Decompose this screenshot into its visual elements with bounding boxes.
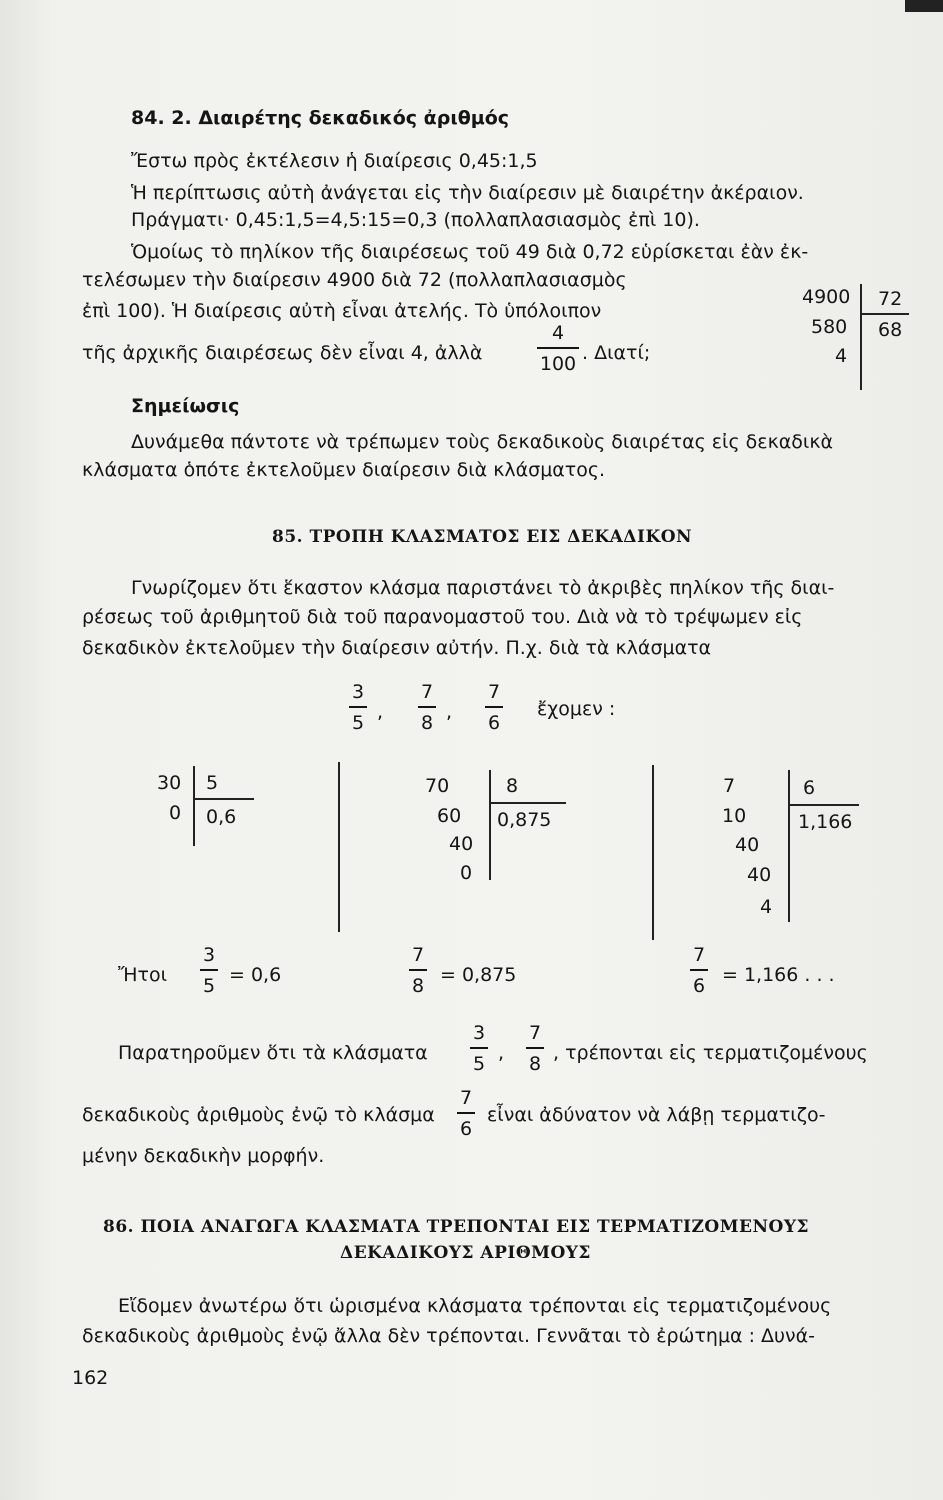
- comma: ,: [446, 701, 453, 723]
- section-84-heading: 84. 2. Διαιρέτης δεκαδικός ἀριθμός: [131, 107, 510, 129]
- fraction-7-8: [418, 681, 436, 734]
- division-horizontal-line: [789, 804, 859, 806]
- text-line: Παρατηροῦμεν ὅτι τὰ κλάσματα: [118, 1042, 428, 1064]
- itoi-text: Ἤτοι: [118, 964, 168, 986]
- division-remainder: 580: [811, 316, 848, 338]
- text-line: δεκαδικοὺς ἀριθμοὺς ἐνῷ ἄλλα δὲν τρέπονται. Γεννᾶται τὸ ἐρώτημα : Δυνά-: [82, 1325, 816, 1347]
- fraction-7-8: [526, 1022, 544, 1075]
- echomen-text: ἔχομεν :: [537, 698, 616, 720]
- fraction-3-5: [349, 681, 367, 734]
- text-line: Ὁμοίως τὸ πηλίκον τῆς διαιρέσεως τοῦ 49 διὰ 0,72 εὑρίσκεται ἐὰν ἐκ-: [131, 241, 809, 263]
- division-quotient: 1,166: [798, 811, 853, 833]
- fraction-denominator: 6: [459, 1117, 473, 1140]
- division-dividend: 70: [425, 775, 450, 797]
- text-line: Πράγματι· 0,45:1,5=4,5:15=0,3 (πολλαπλασιασμὸς ἐπὶ 10).: [131, 209, 700, 231]
- division-divisor: 72: [878, 288, 903, 310]
- comma: ,: [377, 701, 384, 723]
- fraction-denominator: 100: [539, 352, 577, 375]
- section-86-heading: 86. ΠΟΙΑ ΑΝΑΓΩΓΑ ΚΛΑΣΜΑΤΑ ΤΡΕΠΟΝΤΑΙ ΕΙΣ ΤΕΡΜΑΤΙΖΟΜΕΝΟΥΣ: [103, 1217, 810, 1237]
- division-remainder: 40: [747, 864, 772, 886]
- text-line: Ἔστω πρὸς ἐκτέλεσιν ἡ διαίρεσις 0,45:1,5: [131, 150, 538, 172]
- section-86-heading-cont: ΔΕΚΑΔΙΚΟΥΣ ΑΡΙΘΜΟΥΣ: [340, 1243, 591, 1263]
- fraction-bar: [457, 1112, 475, 1114]
- division-dividend: 4900: [802, 286, 851, 308]
- fraction-denominator: 8: [411, 974, 425, 997]
- division-horizontal-line: [861, 313, 909, 315]
- result-value: = 1,166 . . .: [722, 964, 835, 986]
- fraction-numerator: 3: [351, 681, 365, 703]
- fraction-bar: [485, 706, 503, 708]
- text-line: Εἴδομεν ἀνωτέρω ὅτι ὡρισμένα κλάσματα τρέπονται εἰς τερματιζομένους: [118, 1295, 832, 1317]
- division-remainder: 0: [169, 802, 182, 824]
- division-quotient: 68: [878, 319, 903, 341]
- text-line: δεκαδικὸν ἐκτελοῦμεν τὴν διαίρεσιν αὐτήν. Π.χ. διὰ τὰ κλάσματα: [82, 637, 712, 659]
- note-heading: Σημείωσις: [131, 395, 240, 417]
- result-value: = 0,875: [440, 964, 517, 986]
- fraction-denominator: 8: [528, 1052, 542, 1075]
- division-horizontal-line: [490, 802, 566, 804]
- division-divisor: 6: [803, 777, 816, 799]
- division-vertical-line: [193, 766, 195, 846]
- fraction-numerator: 3: [202, 944, 216, 966]
- division-remainder: 4: [760, 896, 773, 918]
- fraction-4-100: [537, 322, 579, 375]
- fraction-numerator: 7: [692, 944, 706, 966]
- fraction-bar: [526, 1047, 544, 1049]
- fraction-denominator: 8: [420, 711, 434, 734]
- text-line: κλάσματα ὁπότε ἐκτελοῦμεν διαίρεσιν διὰ κλάσματος.: [82, 459, 606, 481]
- division-dividend: 7: [723, 775, 736, 797]
- fraction-3-5: [200, 944, 218, 997]
- text-line: εἶναι ἀδύνατον νὰ λάβῃ τερματιζο-: [487, 1104, 826, 1126]
- division-remainder: 60: [437, 805, 462, 827]
- division-vertical-line: [489, 770, 491, 880]
- fraction-numerator: 7: [420, 681, 434, 703]
- fraction-bar: [690, 969, 708, 971]
- text-line: . Διατί;: [582, 342, 651, 364]
- fraction-numerator: 7: [459, 1087, 473, 1109]
- division-vertical-line: [860, 284, 862, 390]
- division-vertical-line: [788, 770, 790, 922]
- division-quotient: 0,6: [206, 806, 237, 828]
- text-line: Γνωρίζομεν ὅτι ἕκαστον κλάσμα παριστάνει τὸ ἀκριβὲς πηλίκον τῆς διαι-: [131, 577, 835, 599]
- fraction-bar: [418, 706, 436, 708]
- text-line: τελέσωμεν τὴν διαίρεσιν 4900 διὰ 72 (πολλαπλασιασμὸς: [82, 269, 627, 291]
- text-line: ρέσεως τοῦ ἀριθμητοῦ διὰ τοῦ παρανομαστοῦ του. Διὰ νὰ τὸ τρέψωμεν εἰς: [82, 606, 803, 628]
- division-remainder: 10: [722, 805, 747, 827]
- text-line: Δυνάμεθα πάντοτε νὰ τρέπωμεν τοὺς δεκαδικοὺς διαιρέτας εἰς δεκαδικὰ: [131, 431, 834, 453]
- result-value: = 0,6: [229, 964, 282, 986]
- fraction-denominator: 5: [472, 1052, 486, 1075]
- fraction-bar: [409, 969, 427, 971]
- division-remainder: 4: [835, 345, 848, 367]
- division-remainder: 40: [449, 833, 474, 855]
- division-dividend: 30: [157, 772, 182, 794]
- text-line: μένην δεκαδικὴν μορφήν.: [82, 1145, 325, 1167]
- fraction-numerator: 3: [472, 1022, 486, 1044]
- top-edge-mark: [905, 0, 943, 12]
- text-line: Ἡ περίπτωσις αὐτὴ ἀνάγεται εἰς τὴν διαίρεσιν μὲ διαιρέτην ἀκέραιον.: [131, 182, 804, 204]
- fraction-bar: [470, 1047, 488, 1049]
- fraction-numerator: 4: [551, 322, 565, 344]
- fraction-bar: [200, 969, 218, 971]
- separator-line: [652, 765, 654, 940]
- page-number: 162: [72, 1367, 109, 1389]
- separator-line: [338, 762, 340, 932]
- fraction-numerator: 7: [411, 944, 425, 966]
- division-remainder: 0: [460, 862, 473, 884]
- division-remainder: 40: [735, 834, 760, 856]
- fraction-denominator: 5: [351, 711, 365, 734]
- fraction-denominator: 6: [692, 974, 706, 997]
- division-horizontal-line: [194, 798, 254, 800]
- section-85-heading: 85. ΤΡΟΠΗ ΚΛΑΣΜΑΤΟΣ ΕΙΣ ΔΕΚΑΔΙΚΟΝ: [272, 527, 693, 547]
- comma: ,: [498, 1042, 505, 1064]
- fraction-7-8: [409, 944, 427, 997]
- text-line: ἐπὶ 100). Ἡ διαίρεσις αὐτὴ εἶναι ἀτελής. Τὸ ὑπόλοιπον: [82, 300, 602, 322]
- division-divisor: 5: [206, 772, 219, 794]
- fraction-bar: [537, 347, 579, 349]
- text-line: δεκαδικοὺς ἀριθμοὺς ἐνῷ τὸ κλάσμα: [82, 1104, 435, 1126]
- fraction-7-6: [690, 944, 708, 997]
- fraction-7-6: [485, 681, 503, 734]
- text-line: , τρέπονται εἰς τερματιζομένους: [553, 1042, 868, 1064]
- fraction-bar: [349, 706, 367, 708]
- division-quotient: 0,875: [497, 809, 552, 831]
- fraction-3-5: [470, 1022, 488, 1075]
- fraction-denominator: 6: [487, 711, 501, 734]
- text-line: τῆς ἀρχικῆς διαιρέσεως δὲν εἶναι 4, ἀλλὰ: [82, 342, 483, 364]
- division-divisor: 8: [506, 775, 519, 797]
- fraction-numerator: 7: [487, 681, 501, 703]
- fraction-numerator: 7: [528, 1022, 542, 1044]
- fraction-denominator: 5: [202, 974, 216, 997]
- fraction-7-6: [457, 1087, 475, 1140]
